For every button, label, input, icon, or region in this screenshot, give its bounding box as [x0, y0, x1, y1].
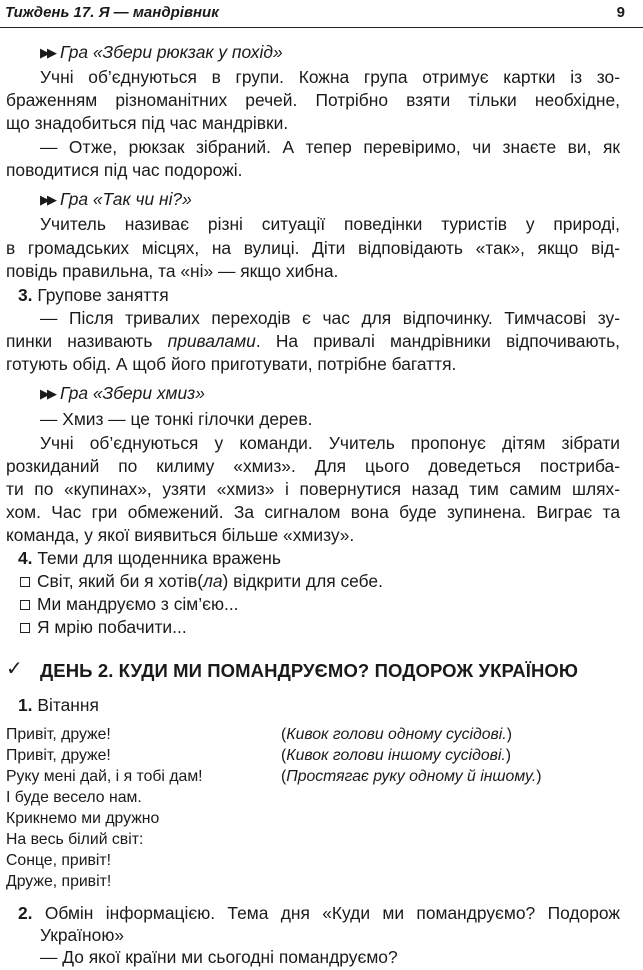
page-number: 9 — [616, 4, 625, 21]
paragraph-line: в громадських місцях, на вулиці. Діти відповідають «так», якщо від- — [6, 238, 620, 258]
paragraph-line: пинки називають привалами. На привалі мандрівники відпочивають, — [6, 331, 620, 351]
game-title-yes-no: ▶▶ Гра «Так чи ні?» — [40, 189, 192, 209]
game-title-brushwood: ▶▶ Гра «Збери хмиз» — [40, 383, 205, 403]
paragraph-line: повідь правильна, та «ні» — якщо хибна. — [6, 261, 339, 281]
paragraph-line: що знадобиться під час мандрівки. — [6, 113, 289, 133]
section-2-heading-cont: Україною» — [40, 925, 125, 945]
running-title: Тиждень 17. Я — мандрівник — [5, 4, 219, 21]
term-pryvaly: привалами — [167, 331, 256, 351]
paragraph-line: Учитель називає різні ситуації поведінки туристів у природі, — [40, 214, 620, 234]
paragraph-line: Учні об’єднуються у команди. Учитель пропонує дітям зібрати — [40, 433, 620, 453]
poem-line: Крикнемо ми дружно — [6, 810, 160, 827]
square-bullet-icon — [20, 577, 30, 587]
section-1-heading: 1. Вітання — [18, 695, 99, 715]
section-4-heading: 4. Теми для щоденника вражень — [18, 548, 281, 568]
paragraph-line: готують обід. А щоб його приготувати, потрібне багаття. — [6, 354, 457, 374]
paragraph-line: команда, у якої виявиться більше «хмизу». — [6, 525, 355, 545]
bullet-item: Я мрію побачити... — [20, 616, 187, 638]
paragraph-line: поводитися під час подорожі. — [6, 160, 243, 180]
section-3-heading: 3. Групове заняття — [18, 285, 169, 305]
section-2-heading: 2. Обмін інформацією. Тема дня «Куди ми помандруємо? Подорож — [18, 903, 620, 923]
double-arrow-icon: ▶▶ — [40, 45, 54, 60]
poem-line: На весь білий світ: — [6, 831, 144, 848]
stage-direction: (Простягає руку одному й іншому.) — [281, 768, 542, 785]
square-bullet-icon — [20, 623, 30, 633]
paragraph-line: розкиданий по килиму «хмиз». Для цього доведеться постриба- — [6, 456, 620, 476]
paragraph-line: ти по «купинах», узяти «хмиз» і повернутися назад тим самим шлях- — [6, 479, 620, 499]
poem-line: Друже, привіт! — [6, 873, 112, 890]
paragraph-line: хом. Час гри обмежений. За сигналом вона буде зупинена. Виграє та — [6, 502, 620, 522]
poem-line: Привіт, друже! — [6, 747, 111, 764]
poem-line: Руку мені дай, і я тобі дам! — [6, 768, 203, 785]
poem-line: Привіт, друже! — [6, 726, 111, 743]
paragraph-line: — Хмиз — це тонкі гілочки дерев. — [40, 409, 313, 429]
paragraph-line: — Після тривалих переходів є час для відпочинку. Тимчасові зу- — [40, 308, 620, 328]
day-heading: ДЕНЬ 2. КУДИ МИ ПОМАНДРУЄМО? ПОДОРОЖ УКРАЇНОЮ — [40, 660, 579, 681]
poem-line: І буде весело нам. — [6, 789, 142, 806]
double-arrow-icon: ▶▶ — [40, 192, 54, 207]
checkmark-icon: ✓ — [6, 658, 23, 680]
game-title-backpack: ▶▶ Гра «Збери рюкзак у похід» — [40, 42, 283, 62]
stage-direction: (Кивок голови одному сусідові.) — [281, 726, 512, 743]
paragraph-line: — До якої країни ми сьогодні помандруємо? — [40, 947, 398, 967]
poem-line: Сонце, привіт! — [6, 852, 112, 869]
double-arrow-icon: ▶▶ — [40, 386, 54, 401]
paragraph-line: Учні об’єднуються в групи. Кожна група отримує картки із зо- — [40, 67, 620, 87]
stage-direction: (Кивок голови іншому сусідові.) — [281, 747, 512, 764]
paragraph-line: браженням різноманітних речей. Потрібно взяти тільки необхідне, — [6, 90, 620, 110]
page-header — [0, 0, 643, 28]
square-bullet-icon — [20, 600, 30, 610]
bullet-item: Ми мандруємо з сім’єю... — [20, 593, 239, 615]
bullet-item: Світ, який би я хотів(ла) відкрити для себе. — [20, 570, 383, 592]
paragraph-line: — Отже, рюкзак зібраний. А тепер перевіримо, чи знаєте ви, як — [40, 137, 620, 157]
